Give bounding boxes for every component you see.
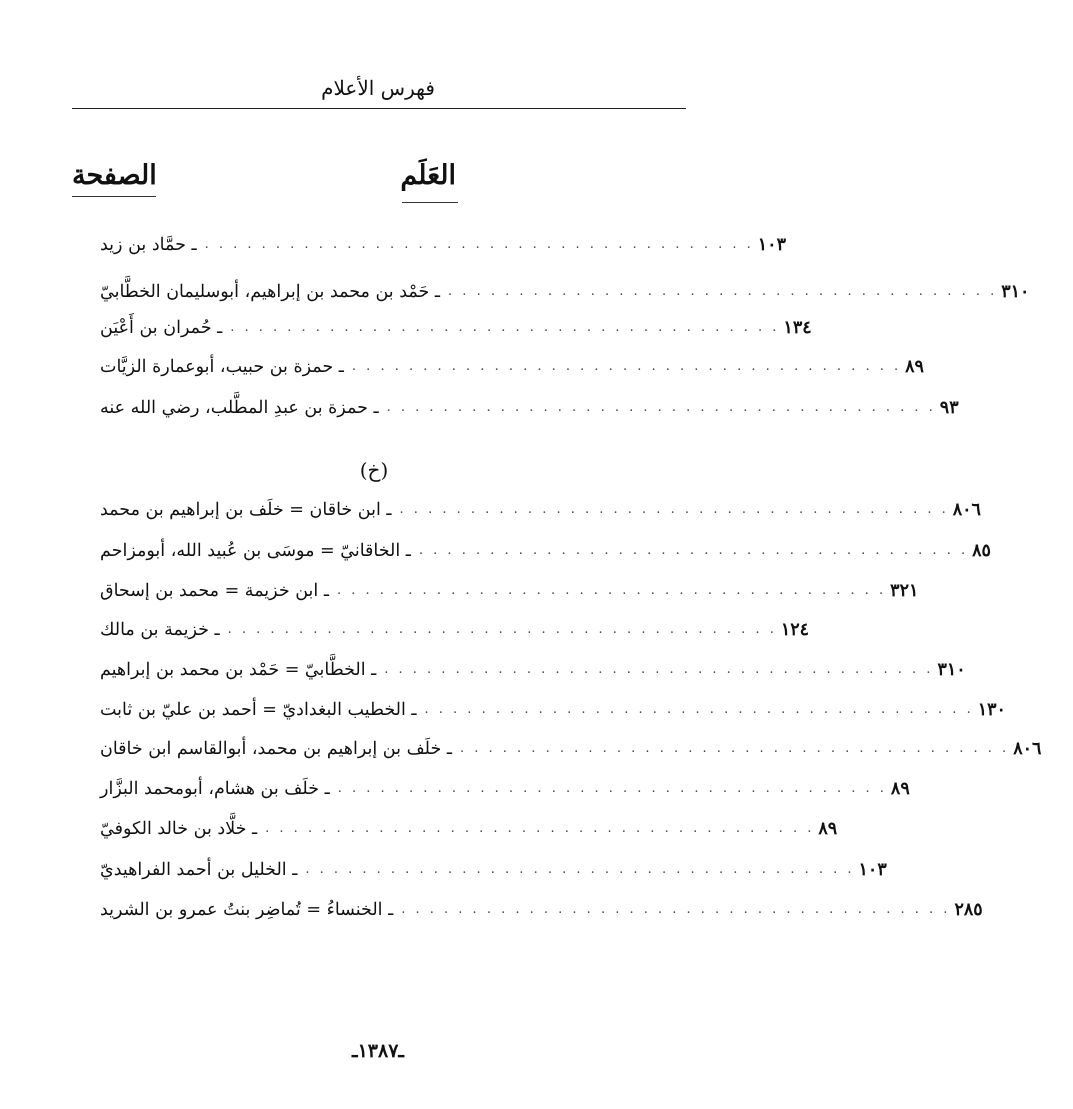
dot-leader: . . . . . . . . . . . . . . . . . . . . . . . . . . . . . . . . . . . . . . .: [336, 583, 887, 598]
index-entry: [100, 695, 1006, 725]
running-title: فهرس الأعلام: [321, 76, 435, 100]
index-entry: [100, 313, 812, 343]
index-entry: [100, 393, 959, 423]
entry-page: ١٠٣: [858, 860, 887, 880]
entry-name: ـ ابن خزيمة = محمد بن إسحاق: [100, 581, 329, 601]
dot-leader: . . . . . . . . . . . . . . . . . . . . . . . . . . . . . . . . . . . . . . .: [337, 781, 887, 796]
entry-name: ـ ابن خاقان = خلَف بن إبراهيم بن محمد: [100, 500, 392, 520]
header-rule: [72, 108, 686, 109]
index-entry: [100, 655, 966, 685]
entry-name: ـ الخطيب البغداديّ = أحمد بن عليّ بن ثابت: [100, 700, 417, 720]
entry-name: ـ حَمْد بن محمد بن إبراهيم، أبوسليمان الخطَّابيّ: [100, 282, 441, 302]
entry-page: ٢٨٥: [954, 900, 983, 920]
entry-page: ٨٩: [905, 357, 924, 377]
dot-leader: . . . . . . . . . . . . . . . . . . . . . . . . . . . . . . . . . . . . . . .: [386, 400, 936, 415]
name-column-underline: [402, 202, 458, 203]
entry-page: ٩٣: [939, 398, 959, 418]
dot-leader: . . . . . . . . . . . . . . . . . . . . . . . . . . . . . . . . . . . . . . .: [227, 622, 777, 637]
entry-page: ١٢٤: [780, 620, 810, 640]
entry-page: ٨٩: [818, 819, 838, 839]
entry-name: ـ حمزة بن عبدِ المطَّلب، رضي الله عنه: [100, 398, 379, 418]
entry-name: ـ خلَف بن إبراهيم بن محمد، أبوالقاسم ابن خاقان: [100, 739, 452, 759]
entry-page: ٨٠٦: [952, 500, 981, 520]
entry-name: ـ خلَّاد بن خالد الكوفيّ: [100, 819, 258, 839]
index-entry: [100, 352, 924, 382]
entry-page: ١٣٠: [977, 700, 1006, 720]
index-entry: [100, 814, 838, 844]
page-column-heading: الصفحة: [72, 160, 157, 191]
dot-leader: . . . . . . . . . . . . . . . . . . . . . . . . . . . . . . . . . . . . . . .: [399, 502, 949, 517]
dot-leader: . . . . . . . . . . . . . . . . . . . . . . . . . . . . . . . . . . . . . . .: [424, 702, 974, 717]
section-letter-heading: (خ): [359, 458, 389, 482]
index-entry: [100, 495, 981, 525]
name-column-heading: العَلَم: [400, 160, 456, 191]
dot-leader: . . . . . . . . . . . . . . . . . . . . . . . . . . . . . . . . . . . . . . .: [418, 543, 969, 558]
entry-name: ـ حُمران بن أَعْيَن: [100, 318, 223, 338]
entry-name: ـ الخليل بن أحمد الفراهيديّ: [100, 860, 298, 880]
index-entry: [100, 576, 919, 606]
entry-page: ٣١٠: [1001, 282, 1030, 302]
entry-name: ـ حمَّاد بن زيد: [100, 235, 197, 255]
entry-name: ـ الخاقانيّ = موسَى بن عُبيد الله، أبومزاحم: [100, 541, 411, 561]
dot-leader: . . . . . . . . . . . . . . . . . . . . . . . . . . . . . . . . . . . . . . .: [459, 741, 1010, 756]
entry-page: ٨٥: [972, 541, 991, 561]
dot-leader: . . . . . . . . . . . . . . . . . . . . . . . . . . . . . . . . . . . . . . .: [384, 662, 934, 677]
dot-leader: . . . . . . . . . . . . . . . . . . . . . . . . . . . . . . . . . . . . . . .: [204, 237, 754, 252]
entry-page: ٣٢١: [890, 581, 919, 601]
dot-leader: . . . . . . . . . . . . . . . . . . . . . . . . . . . . . . . . . . . . . . .: [305, 862, 855, 877]
index-entry: [100, 615, 810, 645]
dot-leader: . . . . . . . . . . . . . . . . . . . . . . . . . . . . . . . . . . . . . . .: [448, 284, 998, 299]
entry-name: ـ خزيمة بن مالك: [100, 620, 220, 640]
dot-leader: . . . . . . . . . . . . . . . . . . . . . . . . . . . . . . . . . . . . . . .: [230, 320, 780, 335]
entry-name: ـ حمزة بن حبيب، أبوعمارة الزيَّات: [100, 357, 344, 377]
dot-leader: . . . . . . . . . . . . . . . . . . . . . . . . . . . . . . . . . . . . . . .: [401, 902, 951, 917]
index-entry: [100, 277, 1030, 307]
index-entry: [100, 774, 910, 804]
page-column-underline: [72, 196, 156, 197]
entry-name: ـ الخنساءُ = تُماضِر بنتُ عمرو بن الشريد: [100, 900, 394, 920]
index-entry: [100, 230, 786, 260]
dot-leader: . . . . . . . . . . . . . . . . . . . . . . . . . . . . . . . . . . . . . . .: [265, 821, 815, 836]
entry-page: ٨٠٦: [1013, 739, 1042, 759]
entry-page: ١٠٣: [757, 235, 786, 255]
page-number: ـ١٣٨٧ـ: [352, 1040, 404, 1062]
index-entry: [100, 536, 991, 566]
index-entry: [100, 895, 983, 925]
dot-leader: . . . . . . . . . . . . . . . . . . . . . . . . . . . . . . . . . . . . . . .: [351, 359, 902, 374]
entry-name: ـ خلَف بن هشام، أبومحمد البزَّار: [100, 779, 330, 799]
entry-page: ٨٩: [890, 779, 910, 799]
entry-page: ٣١٠: [937, 660, 966, 680]
index-entry: [100, 734, 1042, 764]
entry-name: ـ الخطَّابيّ = حَمْد بن محمد بن إبراهيم: [100, 660, 377, 680]
entry-page: ١٣٤: [783, 318, 812, 338]
index-entry: [100, 855, 887, 885]
